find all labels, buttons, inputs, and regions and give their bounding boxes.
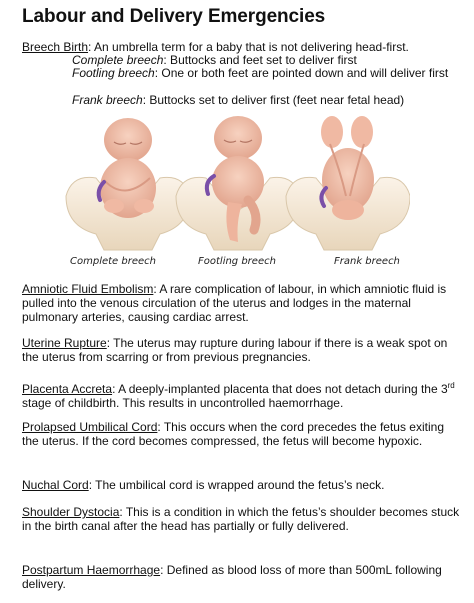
caption-footling-breech: Footling breech	[198, 256, 276, 267]
breech-type-frank	[72, 94, 462, 107]
entry-term: Nuchal Cord	[22, 478, 89, 492]
entry-definition-end: stage of childbirth. This results in uncontrolled haemorrhage.	[22, 396, 344, 410]
entry-definition: : This occurs when the cord precedes the fetus exiting the uterus. If the cord becomes compressed, the fetus will become hypoxic.	[22, 420, 444, 448]
frank-breech-drawing	[286, 116, 410, 250]
postpartum-haemorrhage-entry	[22, 563, 462, 591]
caption-complete-breech: Complete breech	[70, 256, 156, 267]
prolapsed-umbilical-cord-entry	[22, 420, 462, 448]
entry-term: Uterine Rupture	[22, 336, 107, 350]
breech-type-name: Footling breech	[72, 66, 155, 80]
entry-definition: : The umbilical cord is wrapped around the fetus’s neck.	[88, 478, 385, 492]
footling-breech-drawing	[176, 116, 300, 250]
breech-type-desc: : One or both feet are pointed down and will deliver first	[154, 66, 449, 80]
entry-term: Placenta Accreta	[22, 382, 113, 396]
uterine-rupture-entry	[22, 336, 462, 364]
entry-term: Prolapsed Umbilical Cord	[22, 420, 158, 434]
entry-definition: : An umbrella term for a baby that is not delivering head-first.	[88, 40, 409, 54]
entry-definition: : The uterus may rupture during labour if there is a weak spot on the uterus from scarring or from previous pregnancies.	[22, 336, 448, 364]
entry-term: Breech Birth	[22, 40, 89, 54]
amniotic-fluid-embolism-entry	[22, 282, 462, 324]
breech-type-name: Complete breech	[72, 53, 164, 67]
nuchal-cord-entry	[22, 478, 462, 492]
page-title: Labour and Delivery Emergencies	[22, 6, 326, 27]
breech-type-footling	[72, 67, 462, 80]
breech-illustration	[64, 110, 410, 268]
entry-term: Postpartum Haemorrhage	[22, 563, 161, 577]
shoulder-dystocia-entry	[22, 505, 462, 533]
entry-definition: : A deeply-implanted placenta that does not detach during the 3	[112, 382, 448, 396]
complete-breech-drawing	[66, 118, 190, 250]
breech-type-name: Frank breech	[72, 93, 143, 107]
caption-frank-breech: Frank breech	[334, 256, 400, 267]
entry-superscript: rd	[447, 381, 455, 390]
placenta-accreta-entry	[22, 379, 462, 410]
breech-type-desc: : Buttocks and feet set to deliver first	[163, 53, 357, 67]
entry-term: Shoulder Dystocia	[22, 505, 120, 519]
breech-birth-entry	[22, 40, 462, 54]
entry-term: Amniotic Fluid Embolism	[22, 282, 154, 296]
entry-definition: : Defined as blood loss of more than 500mL following delivery.	[22, 563, 442, 591]
breech-type-desc: : Buttocks set to deliver first (feet near fetal head)	[142, 93, 405, 107]
entry-definition: : This is a condition in which the fetus’s shoulder becomes stuck in the birth canal after the head has partially or fully delivered.	[22, 505, 460, 533]
breech-illustration-svg	[64, 110, 410, 252]
entry-definition: : A rare complication of labour, in which amniotic fluid is pulled into the venous circulation of the uterus and lodges in the maternal pulmonary arteries, causing cardiac arrest.	[22, 282, 447, 324]
